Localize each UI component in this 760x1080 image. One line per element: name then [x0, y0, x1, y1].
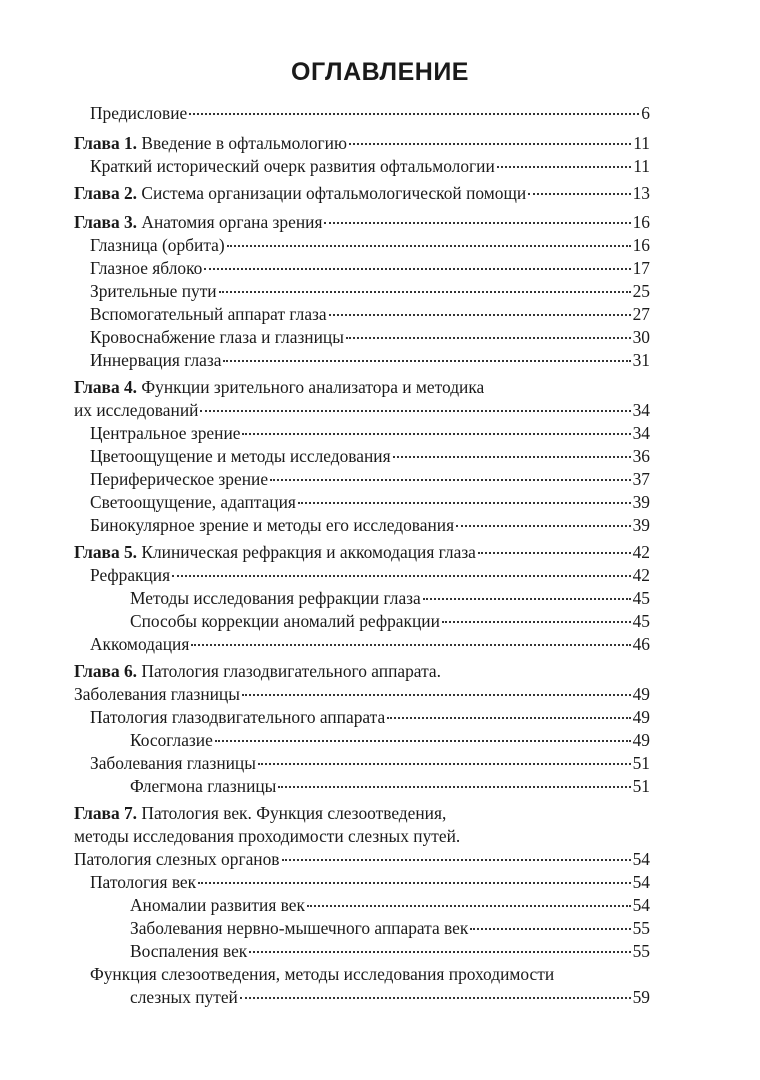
page-number: 54	[632, 895, 650, 915]
chapter-number: Глава 2.	[74, 183, 138, 203]
entry-title: слезных путей	[130, 987, 238, 1007]
entry-title: Патология век	[90, 872, 197, 892]
page-number: 46	[632, 634, 650, 654]
leader-dots	[204, 268, 630, 270]
leader-dots	[172, 575, 630, 577]
entry-title: Система организации офтальмологической помощи	[141, 183, 527, 203]
page-number: 54	[632, 872, 650, 892]
entry-title: Функции зрительного анализатора и методика	[141, 377, 485, 397]
leader-dots	[349, 143, 631, 145]
toc-entry-sub[interactable]	[130, 587, 650, 609]
leader-dots	[249, 951, 630, 953]
leader-dots	[278, 786, 630, 788]
toc-entry-chapter[interactable]	[74, 376, 484, 398]
leader-dots	[282, 859, 631, 861]
toc-entry[interactable]	[90, 491, 650, 513]
page-number: 16	[632, 235, 650, 255]
entry-title: Клиническая рефракция и аккомодация глаза	[141, 542, 476, 562]
entry-title: Анатомия органа зрения	[141, 212, 323, 232]
entry-title: Введение в офтальмологию	[141, 133, 347, 153]
page-number: 11	[633, 133, 650, 153]
page-number: 25	[632, 281, 650, 301]
page-number: 45	[632, 611, 650, 631]
entry-title: Косоглазие	[130, 730, 213, 750]
page-number: 39	[632, 492, 650, 512]
entry-title: их исследований	[74, 400, 199, 420]
toc-entry-chapter[interactable]	[74, 660, 441, 682]
page-number: 6	[641, 103, 650, 123]
chapter-number: Глава 5.	[74, 542, 138, 562]
leader-dots	[227, 245, 631, 247]
page-number: 49	[632, 730, 650, 750]
toc-entry[interactable]	[90, 706, 650, 728]
toc-entry[interactable]	[90, 468, 650, 490]
entry-title: Заболевания нервно-мышечного аппарата век	[130, 918, 469, 938]
toc-entry[interactable]	[90, 871, 650, 893]
leader-dots	[198, 882, 631, 884]
entry-title: Воспаления век	[130, 941, 248, 961]
toc-entry-sub[interactable]	[130, 729, 650, 751]
leader-dots	[387, 717, 630, 719]
toc-entry[interactable]	[90, 326, 650, 348]
leader-dots	[324, 222, 630, 224]
toc-entry[interactable]	[90, 102, 650, 124]
page-number: 42	[632, 565, 650, 585]
toc-entry-continuation[interactable]	[74, 683, 650, 705]
entry-title: Периферическое зрение	[90, 469, 269, 489]
entry-title: Патология глазодвигательного аппарата.	[141, 661, 441, 681]
entry-title: Патология слезных органов	[74, 849, 280, 869]
leader-dots	[223, 360, 630, 362]
toc-entry-continuation[interactable]	[74, 399, 650, 421]
toc-entry-sub[interactable]	[130, 775, 650, 797]
entry-title: Предисловие	[90, 103, 188, 123]
entry-title: методы исследования проходимости слезных путей.	[74, 826, 461, 846]
leader-dots	[329, 314, 631, 316]
leader-dots	[307, 905, 631, 907]
leader-dots	[423, 598, 631, 600]
toc-entry[interactable]	[90, 280, 650, 302]
leader-dots	[497, 166, 631, 168]
toc-entry-continuation[interactable]	[130, 986, 650, 1008]
leader-dots	[219, 291, 631, 293]
leader-dots	[270, 479, 631, 481]
page-number: 49	[632, 684, 650, 704]
entry-title: Бинокулярное зрение и методы его исследования	[90, 515, 455, 535]
toc-entry-sub[interactable]	[130, 917, 650, 939]
leader-dots	[442, 621, 631, 623]
page-number: 17	[632, 258, 650, 278]
toc-entry-continuation[interactable]	[74, 825, 460, 847]
entry-title: Глазное яблоко	[90, 258, 203, 278]
entry-title: Светоощущение, адаптация	[90, 492, 296, 512]
leader-dots	[478, 552, 631, 554]
toc-entry[interactable]	[90, 963, 554, 985]
page-number: 55	[632, 941, 650, 961]
toc-entry-chapter[interactable]	[74, 802, 446, 824]
entry-title: Рефракция	[90, 565, 171, 585]
toc-entry[interactable]	[90, 234, 650, 256]
leader-dots	[215, 740, 631, 742]
chapter-number: Глава 6.	[74, 661, 138, 681]
page-number: 45	[632, 588, 650, 608]
leader-dots	[393, 456, 631, 458]
page-number: 54	[632, 849, 650, 869]
toc-entry-chapter[interactable]	[74, 211, 650, 233]
toc-entry[interactable]	[90, 303, 650, 325]
toc-entry-sub[interactable]	[130, 894, 650, 916]
entry-title: Цветоощущение и методы исследования	[90, 446, 391, 466]
entry-title: Аккомодация	[90, 634, 190, 654]
entry-title: Заболевания глазницы	[90, 753, 256, 773]
entry-title: Краткий исторический очерк развития офтальмологии	[90, 156, 495, 176]
leader-dots	[191, 644, 630, 646]
page-number: 13	[632, 183, 650, 203]
toc-entry[interactable]	[90, 257, 650, 279]
page-number: 34	[632, 400, 650, 420]
page-number: 51	[632, 753, 650, 773]
page-number: 30	[632, 327, 650, 347]
entry-title: Кровоснабжение глаза и глазницы	[90, 327, 344, 347]
entry-title: Глазница (орбита)	[90, 235, 225, 255]
toc-entry-sub[interactable]	[130, 940, 650, 962]
leader-dots	[240, 997, 631, 999]
toc-entry[interactable]	[90, 752, 650, 774]
leader-dots	[200, 410, 630, 412]
page-number: 59	[632, 987, 650, 1007]
chapter-number: Глава 3.	[74, 212, 138, 232]
chapter-number: Глава 4.	[74, 377, 138, 397]
chapter-number: Глава 7.	[74, 803, 138, 823]
leader-dots	[298, 502, 631, 504]
page-number: 42	[632, 542, 650, 562]
leader-dots	[242, 694, 631, 696]
entry-title: Способы коррекции аномалий рефракции	[130, 611, 440, 631]
toc-entry-continuation[interactable]	[74, 848, 650, 870]
entry-title: Аномалии развития век	[130, 895, 305, 915]
entry-title: Функция слезоотведения, методы исследования проходимости	[90, 964, 555, 984]
leader-dots	[346, 337, 631, 339]
leader-dots	[189, 113, 639, 115]
page-number: 16	[632, 212, 650, 232]
entry-title: Вспомогательный аппарат глаза	[90, 304, 327, 324]
entry-title: Патология век. Функция слезоотведения,	[141, 803, 447, 823]
toc-entry-chapter[interactable]	[74, 182, 650, 204]
page-number: 49	[632, 707, 650, 727]
toc-entry-chapter[interactable]	[74, 541, 650, 563]
leader-dots	[242, 433, 630, 435]
page-title: ОГЛАВЛЕНИЕ	[291, 58, 469, 86]
page-number: 36	[632, 446, 650, 466]
page-number: 39	[632, 515, 650, 535]
page-number: 51	[632, 776, 650, 796]
leader-dots	[470, 928, 630, 930]
entry-title: Методы исследования рефракции глаза	[130, 588, 421, 608]
toc-entry[interactable]	[90, 514, 650, 536]
toc-entry-sub[interactable]	[130, 610, 650, 632]
toc-entry[interactable]	[90, 155, 650, 177]
entry-title: Зрительные пути	[90, 281, 217, 301]
toc-entry[interactable]	[90, 349, 650, 371]
page-number: 34	[632, 423, 650, 443]
entry-title: Заболевания глазницы	[74, 684, 240, 704]
toc-entry[interactable]	[90, 445, 650, 467]
entry-title: Иннервация глаза	[90, 350, 222, 370]
leader-dots	[258, 763, 631, 765]
entry-title: Флегмона глазницы	[130, 776, 277, 796]
page-number: 27	[632, 304, 650, 324]
toc-entry-chapter[interactable]	[74, 132, 650, 154]
page-number: 37	[632, 469, 650, 489]
entry-title: Центральное зрение	[90, 423, 241, 443]
page-number: 31	[632, 350, 650, 370]
leader-dots	[528, 193, 630, 195]
toc-entry[interactable]	[90, 422, 650, 444]
toc-entry[interactable]	[90, 564, 650, 586]
entry-title: Патология глазодвигательного аппарата	[90, 707, 386, 727]
page-number: 55	[632, 918, 650, 938]
leader-dots	[456, 525, 631, 527]
page-number: 11	[633, 156, 650, 176]
chapter-number: Глава 1.	[74, 133, 138, 153]
toc-entry[interactable]	[90, 633, 650, 655]
